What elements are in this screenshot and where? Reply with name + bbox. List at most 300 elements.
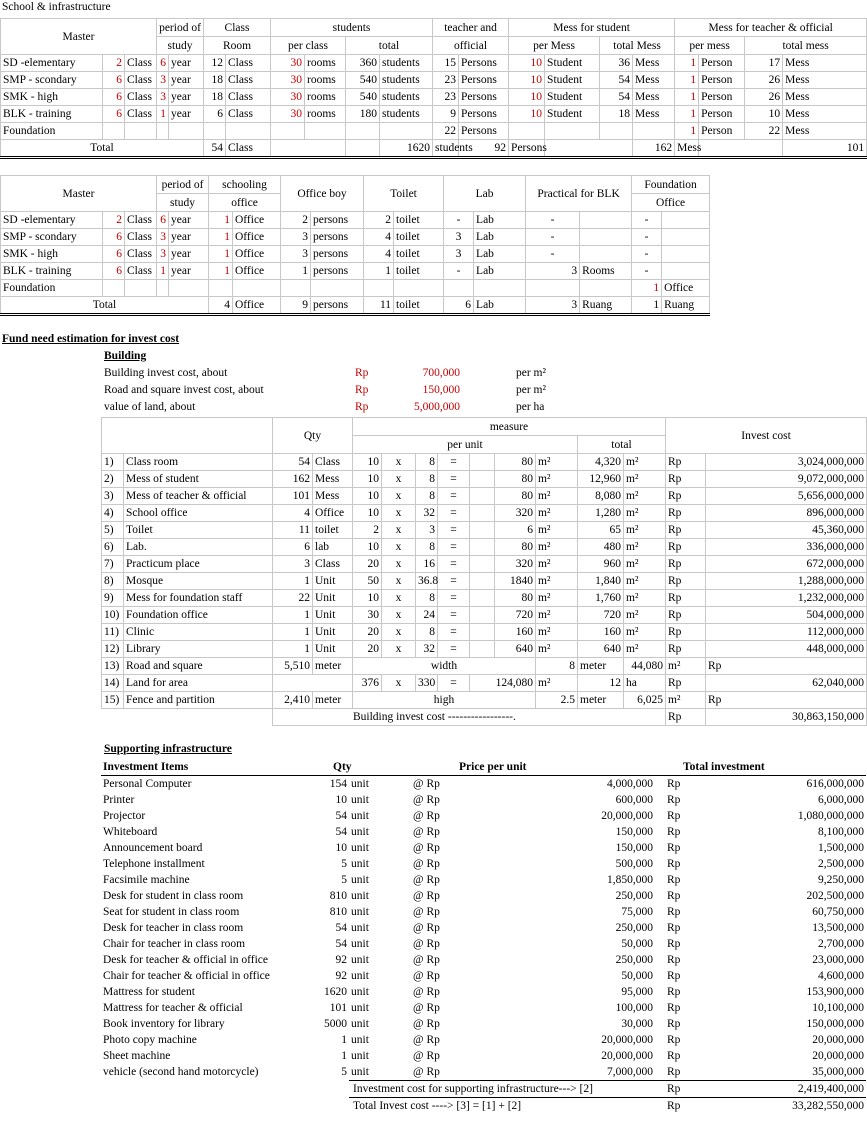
t1-total-cell: 92 — [459, 140, 509, 158]
t3-eq: = — [438, 607, 470, 624]
t4-row — [101, 1064, 866, 1081]
t3-x: x — [382, 488, 416, 505]
t3-a: 376 — [353, 675, 382, 692]
t4-total: 6,000,000 — [818, 794, 864, 806]
t3-rp: Rp — [706, 658, 867, 675]
t3-name: Class room — [124, 454, 273, 471]
t3-pum: m² — [536, 607, 578, 624]
t4-qty: 92 — [335, 970, 347, 982]
t1-total-cell — [346, 140, 380, 158]
t2-cell: 1 — [209, 246, 233, 263]
t3-b: 24 — [416, 607, 438, 624]
t2-cell — [662, 263, 710, 280]
t3-name: Library — [124, 641, 273, 658]
t4-header-total: Total investment — [655, 759, 866, 776]
t3-b: 8 — [416, 539, 438, 556]
t2-row-label: SMP - scondary — [1, 229, 103, 246]
t2-cell: - — [526, 246, 580, 263]
t2-total-row — [1, 297, 710, 315]
t3-header-total: total — [578, 436, 666, 454]
t3-t: 960 — [578, 556, 624, 573]
t3-eq: = — [438, 624, 470, 641]
t3-t: 8,080 — [578, 488, 624, 505]
t4-price: 20,000,000 — [601, 1034, 653, 1046]
t3-eq: = — [438, 573, 470, 590]
t4-unit: unit — [351, 778, 369, 790]
t1-cell: Person — [699, 72, 745, 89]
t4-rp: Rp — [667, 826, 681, 838]
t4-price: 100,000 — [615, 1002, 653, 1014]
t3-pu: 640 — [495, 641, 536, 658]
t1-cell: Class — [226, 89, 271, 106]
t3-total-label: Building invest cost -----------------. — [273, 709, 666, 726]
t4-unit: unit — [351, 1050, 369, 1062]
t1-header-mess-student: Mess for student — [509, 19, 675, 37]
t2-cell: Office — [233, 229, 281, 246]
param-unit: per ha — [516, 401, 545, 413]
t3-rp: Rp — [706, 692, 867, 709]
t3-tm: m² — [624, 454, 666, 471]
t4-row — [101, 936, 866, 952]
t3-row — [102, 471, 867, 488]
t1-cell: year — [169, 89, 204, 106]
t4-unit: unit — [351, 938, 369, 950]
param-unit: per m² — [516, 384, 546, 396]
t3-qu: Unit — [313, 641, 353, 658]
t4-at: @ Rp — [413, 842, 440, 854]
t2-cell: year — [169, 229, 209, 246]
t1-header-per-class: per class — [271, 37, 346, 55]
t3-n: 14) — [102, 675, 124, 692]
t3-n: 2) — [102, 471, 124, 488]
t2-cell: - — [526, 229, 580, 246]
t4-at: @ Rp — [413, 906, 440, 918]
t3-rp: Rp — [666, 675, 706, 692]
t4-rp: Rp — [667, 874, 681, 886]
t3-eq: = — [438, 590, 470, 607]
t2-cell: 6 — [103, 263, 125, 280]
t3-n: 3) — [102, 488, 124, 505]
t1-cell: Student — [545, 106, 600, 123]
t3-t: 4,320 — [578, 454, 624, 471]
t3-b: 8 — [416, 624, 438, 641]
t3-tm: m² — [624, 488, 666, 505]
t3-rp: Rp — [666, 505, 706, 522]
t3-header-per-unit: per unit — [353, 436, 578, 454]
t2-row — [1, 229, 710, 246]
t1-cell: 12 — [204, 55, 226, 72]
t3-q: 1 — [273, 607, 313, 624]
t3-tm: m² — [624, 556, 666, 573]
t4-total: 13,500,000 — [812, 922, 864, 934]
t3-a: 10 — [353, 539, 382, 556]
t2-header-lab: Lab — [444, 176, 526, 212]
t4-at: @ Rp — [413, 778, 440, 790]
t2-cell: Office — [233, 246, 281, 263]
t3-qu: Mess — [313, 471, 353, 488]
t4-rp: Rp — [667, 1002, 681, 1014]
t1-cell — [226, 123, 271, 140]
t4-price: 250,000 — [615, 954, 653, 966]
t3-gap — [470, 454, 495, 471]
t3-x: x — [382, 556, 416, 573]
t3-name: Land for area — [124, 675, 273, 692]
t2-cell: year — [169, 263, 209, 280]
t3-total-cost: 30,863,150,000 — [706, 709, 867, 726]
t3-tm: m² — [624, 573, 666, 590]
t4-row — [101, 1016, 866, 1032]
t3-q: 1 — [273, 624, 313, 641]
t1-cell: 1 — [675, 89, 699, 106]
t3-n: 4) — [102, 505, 124, 522]
t3-cost: 5,656,000,000 — [706, 488, 867, 505]
t1-cell: 10 — [509, 55, 545, 72]
t4-unit: unit — [351, 826, 369, 838]
t4-price: 500,000 — [615, 858, 653, 870]
t3-tm: m² — [624, 471, 666, 488]
t1-row — [1, 72, 867, 89]
t3-n: 11) — [102, 624, 124, 641]
t4-item: Chair for teacher & official in office — [103, 970, 270, 982]
t3-a: 20 — [353, 641, 382, 658]
t1-total-cell: students — [433, 140, 459, 158]
t4-qty: 92 — [335, 954, 347, 966]
t4-row — [101, 824, 866, 840]
t1-cell: 2 — [103, 55, 125, 72]
t1-cell: 1 — [675, 123, 699, 140]
t1-cell: 30 — [271, 106, 305, 123]
t4-total: 150,000,000 — [806, 1018, 864, 1030]
t3-row — [102, 590, 867, 607]
t3-n: 1) — [102, 454, 124, 471]
t2-total-cell: Lab — [474, 297, 526, 315]
t1-row-label: SMK - high — [1, 89, 103, 106]
t1-total-cell: Class — [226, 140, 271, 158]
t3-x: x — [382, 539, 416, 556]
t2-cell — [169, 280, 209, 297]
t2-cell — [580, 212, 632, 229]
t1-cell: Persons — [459, 123, 509, 140]
t1-cell: 26 — [745, 72, 783, 89]
t4-at: @ Rp — [413, 810, 440, 822]
t4-grandtotal-label: Total Invest cost ----> [3] = [1] + [2] — [349, 1098, 655, 1115]
t1-cell: Mess — [783, 72, 867, 89]
t4-price: 30,000 — [621, 1018, 653, 1030]
t4-item: vehicle (second hand motorcycle) — [103, 1066, 259, 1079]
t3-rp: Rp — [666, 641, 706, 658]
t2-cell: toilet — [394, 229, 444, 246]
t4-total: 23,000,000 — [812, 954, 864, 966]
t3-row — [102, 488, 867, 505]
t1-cell: Mess — [783, 89, 867, 106]
t4-unit: unit — [351, 1034, 369, 1046]
t2-total-cell: 3 — [526, 297, 580, 315]
t1-cell: 30 — [271, 55, 305, 72]
t2-cell: - — [444, 212, 474, 229]
t2-cell — [311, 280, 364, 297]
t3-eq: = — [438, 556, 470, 573]
t2-row-label: SD -elementary — [1, 212, 103, 229]
t3-n: 5) — [102, 522, 124, 539]
t4-qty: 810 — [329, 906, 347, 918]
t4-rp: Rp — [667, 922, 681, 934]
t2-cell — [281, 280, 311, 297]
t2-cell: Lab — [474, 263, 526, 280]
t2-header-schooling-2: office — [209, 194, 281, 212]
t3-t: 720 — [578, 607, 624, 624]
param-currency: Rp — [355, 384, 369, 396]
t3-pu: 80 — [495, 454, 536, 471]
t4-qty: 54 — [335, 810, 347, 822]
t3-pu: 8 — [536, 658, 578, 675]
t3-eq: = — [438, 641, 470, 658]
t3-t: 160 — [578, 624, 624, 641]
t1-cell: year — [169, 72, 204, 89]
t3-mid: width — [353, 658, 536, 675]
t1-cell: Class — [125, 55, 157, 72]
t3-header-measure: measure — [353, 418, 666, 436]
t3-q: 54 — [273, 454, 313, 471]
t3-q: 1 — [273, 573, 313, 590]
t3-eq: = — [438, 675, 470, 692]
t2-header-office-boy: Office boy — [281, 176, 364, 212]
t4-unit: unit — [351, 922, 369, 934]
t3-qu: toilet — [313, 522, 353, 539]
t3-pum: m² — [536, 539, 578, 556]
t4-price: 150,000 — [615, 826, 653, 838]
t1-cell: Persons — [459, 55, 509, 72]
t4-at: @ Rp — [413, 874, 440, 886]
t1-cell: Student — [545, 72, 600, 89]
t3-a: 10 — [353, 471, 382, 488]
t1-cell: 10 — [509, 106, 545, 123]
t3-q: 5,510 — [273, 658, 313, 675]
t3-tm: m² — [624, 505, 666, 522]
t3-b: 8 — [416, 454, 438, 471]
t1-header-total-mess: total Mess — [600, 37, 675, 55]
t3-b: 16 — [416, 556, 438, 573]
t2-total-cell: 4 — [209, 297, 233, 315]
t3-qu: meter — [313, 692, 353, 709]
t4-header-item: Investment Items — [101, 759, 309, 776]
t2-cell: 1 — [632, 280, 662, 297]
t2-cell: Office — [233, 212, 281, 229]
t1-cell: 1 — [675, 106, 699, 123]
t3-name: Mess of student — [124, 471, 273, 488]
t3-b: 36.8 — [416, 573, 438, 590]
t4-price: 4,000,000 — [607, 778, 653, 790]
t4-at: @ Rp — [413, 922, 440, 934]
param-currency: Rp — [355, 367, 369, 379]
t2-cell: 1 — [157, 263, 169, 280]
t4-row — [101, 968, 866, 984]
section-title: School & infrastructure — [2, 1, 111, 13]
t2-cell: Rooms — [580, 263, 632, 280]
t2-cell — [580, 246, 632, 263]
t4-price: 1,850,000 — [607, 874, 653, 886]
t2-header-master: Master — [1, 176, 157, 212]
t4-at: @ Rp — [413, 794, 440, 806]
t3-name: Mess of teacher & official — [124, 488, 273, 505]
t1-cell: Class — [226, 55, 271, 72]
t4-at: @ Rp — [413, 858, 440, 870]
t1-cell: Class — [125, 72, 157, 89]
t2-cell: 3 — [526, 263, 580, 280]
t4-item: Book inventory for library — [103, 1018, 225, 1030]
t2-cell — [444, 280, 474, 297]
t1-row — [1, 89, 867, 106]
t4-rp: Rp — [667, 842, 681, 854]
t2-cell — [364, 280, 394, 297]
t3-t: 640 — [578, 641, 624, 658]
t3-pu: 80 — [495, 590, 536, 607]
t3-cost: 1,232,000,000 — [706, 590, 867, 607]
t3-x: x — [382, 454, 416, 471]
t4-total: 4,600,000 — [818, 970, 864, 982]
t2-total-label: Total — [1, 297, 209, 315]
building-invest-table — [101, 417, 867, 726]
t4-item: Printer — [103, 794, 135, 806]
t2-cell: - — [632, 229, 662, 246]
t2-total-cell: toilet — [394, 297, 444, 315]
t2-cell: Class — [125, 229, 157, 246]
t3-pu: 160 — [495, 624, 536, 641]
t4-qty: 5 — [341, 1066, 347, 1079]
t2-cell: Office — [662, 280, 710, 297]
t2-cell — [125, 280, 157, 297]
t1-total-row — [1, 140, 867, 158]
t4-total: 20,000,000 — [812, 1034, 864, 1046]
t4-total: 2,700,000 — [818, 938, 864, 950]
t4-row — [101, 920, 866, 936]
t3-row — [102, 607, 867, 624]
t4-rp: Rp — [667, 986, 681, 998]
t1-cell: 6 — [103, 106, 125, 123]
t4-item: Desk for student in class room — [103, 890, 244, 902]
t2-cell: Lab — [474, 246, 526, 263]
supporting-table — [101, 759, 866, 1114]
t2-cell: 4 — [364, 246, 394, 263]
t3-a: 10 — [353, 590, 382, 607]
t4-price: 7,000,000 — [607, 1066, 653, 1078]
t2-cell: 3 — [444, 246, 474, 263]
t4-item: Photo copy machine — [103, 1034, 197, 1046]
t3-pum: m² — [536, 505, 578, 522]
t4-row — [101, 776, 866, 793]
t3-n: 13) — [102, 658, 124, 675]
t4-qty: 10 — [335, 794, 347, 806]
t4-unit: unit — [351, 810, 369, 822]
param-value: 700,000 — [422, 367, 460, 379]
t4-item: Facsimile machine — [103, 874, 190, 886]
t3-eq: = — [438, 539, 470, 556]
t3-total-row — [102, 709, 867, 726]
t4-unit: unit — [351, 986, 369, 998]
t2-cell — [209, 280, 233, 297]
t1-header-total-mess-t: total mess — [745, 37, 867, 55]
t3-x: x — [382, 641, 416, 658]
t3-x: x — [382, 522, 416, 539]
t1-cell: Mess — [633, 72, 675, 89]
t1-header-per-mess-t: per mess — [675, 37, 745, 55]
t4-item: Mattress for student — [103, 986, 195, 998]
t2-header-practical: Practical for BLK — [526, 176, 632, 212]
t2-cell: 1 — [364, 263, 394, 280]
t4-unit: unit — [351, 794, 369, 806]
t4-rp: Rp — [667, 1066, 681, 1078]
t3-pu: 124,080 — [470, 675, 536, 692]
t1-cell: 18 — [204, 89, 226, 106]
t3-qu: Unit — [313, 573, 353, 590]
t1-cell: 18 — [600, 106, 633, 123]
t3-row — [102, 505, 867, 522]
t1-row — [1, 123, 867, 140]
t1-row — [1, 106, 867, 123]
t2-cell: - — [444, 263, 474, 280]
t1-cell: 54 — [600, 72, 633, 89]
t3-pu: 6 — [495, 522, 536, 539]
t3-qu: meter — [313, 658, 353, 675]
t3-b: 8 — [416, 471, 438, 488]
t4-row — [101, 1032, 866, 1048]
t4-item: Mattress for teacher & official — [103, 1002, 243, 1014]
t2-total-cell: 9 — [281, 297, 311, 315]
t1-cell: Class — [125, 89, 157, 106]
t2-cell: 3 — [157, 246, 169, 263]
t4-subtotal-label: Investment cost for supporting infrastructure---> [2] — [349, 1081, 655, 1098]
t1-cell: 1 — [675, 55, 699, 72]
t4-qty: 1 — [341, 1050, 347, 1062]
t4-unit: unit — [351, 890, 369, 902]
t2-cell — [662, 212, 710, 229]
t3-pu: 720 — [495, 607, 536, 624]
t3-a: 30 — [353, 607, 382, 624]
t3-cost: 45,360,000 — [706, 522, 867, 539]
t3-cost: 112,000,000 — [706, 624, 867, 641]
t3-gap — [470, 505, 495, 522]
t2-cell: - — [632, 246, 662, 263]
t1-cell — [380, 123, 433, 140]
t3-x: x — [382, 624, 416, 641]
t1-cell — [103, 123, 125, 140]
t1-header-total: total — [346, 37, 433, 55]
t3-q: 1 — [273, 641, 313, 658]
t3-gap — [470, 607, 495, 624]
t3-q: 11 — [273, 522, 313, 539]
t3-pum: m² — [536, 641, 578, 658]
t3-pum: meter — [578, 692, 624, 709]
t3-qu: Unit — [313, 624, 353, 641]
t3-blank — [273, 675, 353, 692]
t4-subtotal-rp: Rp — [655, 1081, 705, 1098]
t2-cell: Lab — [474, 229, 526, 246]
t2-row — [1, 246, 710, 263]
t1-cell: year — [169, 55, 204, 72]
t1-cell: Student — [545, 55, 600, 72]
t3-qu: Office — [313, 505, 353, 522]
t4-at: @ Rp — [413, 1018, 440, 1030]
t3-pum: m² — [536, 590, 578, 607]
t3-x: x — [382, 573, 416, 590]
t1-cell: Persons — [459, 72, 509, 89]
t2-cell — [157, 280, 169, 297]
t1-cell: 10 — [509, 89, 545, 106]
t1-cell — [600, 123, 633, 140]
t4-item: Sheet machine — [103, 1050, 171, 1062]
t3-t: 12,960 — [578, 471, 624, 488]
t4-at: @ Rp — [413, 938, 440, 950]
t2-cell: Class — [125, 212, 157, 229]
